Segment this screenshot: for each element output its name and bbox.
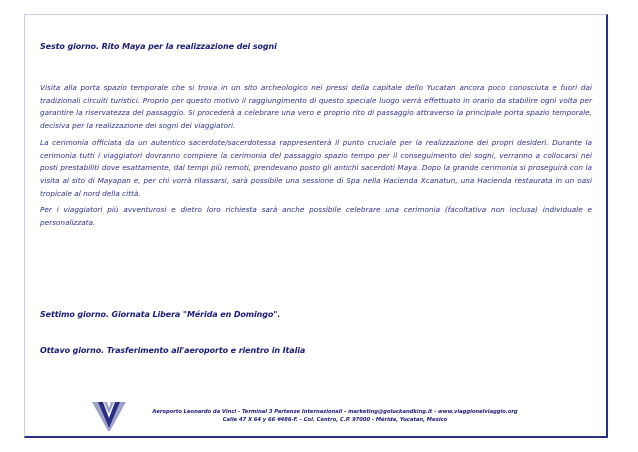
day7-heading: Settimo giorno. Giornata Libera "Mérida en Domingo". <box>40 310 281 319</box>
day8-heading: Ottavo giorno. Trasferimento all'aeroporto e rientro in Italia <box>40 346 306 355</box>
footer <box>120 408 550 424</box>
paragraph-visit: Visita alla porta spazio temporale che si trova in un sito archeologico nei pressi della capitale dello Yucatan ancora poco conosciuta e fuori dai tradizionali circuiti turistici. Proprio per questo motivo il raggiungimento di questo speciale luogo verrà effettuato in orario da stabilire ogni volta per garantire la riservatezza del passaggio. Si procederà a celebrare una vero e proprio rito di passaggio attraverso la principale porta spazio temporale, decisiva per la realizzazione dei sogni dei viaggiatori. <box>40 83 592 131</box>
paragraph-ceremony: La cerimonia officiata da un autentico sacerdote/sacerdotessa rappresenterà il punto cruciale per la realizzazione dei propri desideri. Durante la cerimonia tutti i viaggiatori dovranno compiere la cerimonia del passaggio spazio tempo per il conseguimento dei sogni, verranno a collocarsi nei posti prestabiliti dove esattamente, dal tempi più remoti, prendevano posto gli antichi sacerdoti Maya. Dopo la grande cerimonia si proseguirà con la visita al sito di Mayapan e, per chi vorrà rilassarsi, sarà possibile una sessione di Spa nella Hacienda Xcanatun, una Hacienda restaurata in un oasi tropicale al nord della città. <box>40 137 592 198</box>
paragraph-optional: Per i viaggiatori più avventurosi e dietro loro richiesta sarà anche possibile celebrare una cerimonia (facoltativa non inclusa) individuale e personalizzata. <box>40 205 592 228</box>
footer-address-line-2: Calle 47 X 64 y 66 #486-F. - Col. Centro, C.P. 97000 - Mérida, Yucatan, Mexico <box>222 417 448 423</box>
footer-address-line-1: Aeroporto Leonardo da Vinci - Terminal 3 Partenze Internazionali - marketing@goluckandking.it - www.viaggionelviaggio.org <box>152 409 518 415</box>
day6-body <box>40 82 592 234</box>
day6-heading: Sesto giorno. Rito Maya per la realizzazione dei sogni <box>40 42 277 51</box>
